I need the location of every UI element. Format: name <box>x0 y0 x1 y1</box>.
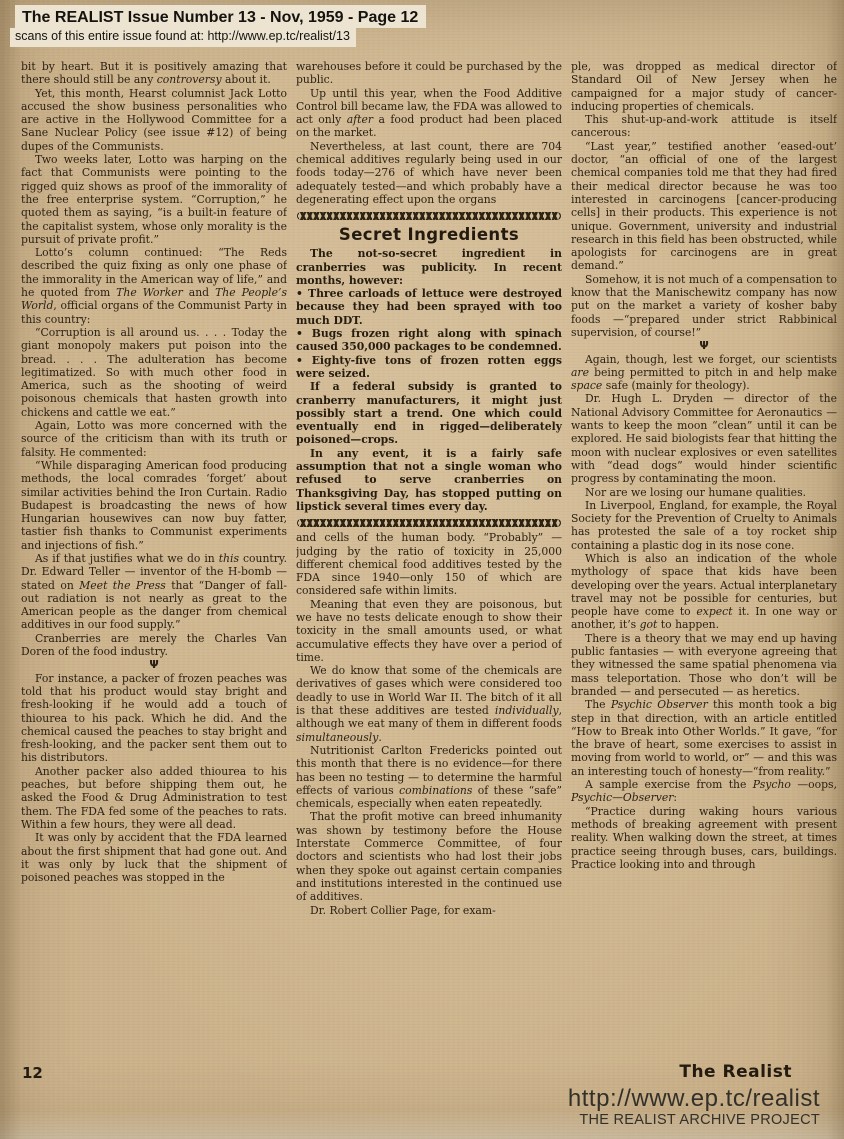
paragraph: Nevertheless, at last count, there are 704 chemical additives regularly being used in our foods today—276 of which have never been adequately tested—and which probably have a degenerating effect upon the organs <box>296 139 562 206</box>
paragraph: We do know that some of the chemicals are derivatives of gases which were considered too deadly to use in World War II. The bitch of it all is that these additives are tested individually, although we eat many of them in different foods simultaneously. <box>296 664 562 744</box>
paragraph: In any event, it is a fairly safe assumption that not a single woman who refused to serve cranberries on Thanksgiving Day, has stopped putting on lipstick several times every day. <box>296 446 562 513</box>
paragraph: Cranberries are merely the Charles Van Doren of the food industry. <box>21 631 287 659</box>
paragraph: For instance, a packer of frozen peaches was told that his product would stay bright and fresh-looking if he would add a touch of thiourea to his pack. Which he did. And the chemical caused the peaches to stay bright and fresh-looking, and the packer sent them out to his distributors. <box>21 671 287 765</box>
psi-section-mark-icon: Ψ <box>699 339 709 353</box>
paragraph: If a federal subsidy is granted to cranberry manufacturers, it might just possibly start a trend. One which could eventually end in rigged—deliberately poisoned—crops. <box>296 380 562 447</box>
paragraph: This shut-up-and-work attitude is itself cancerous: <box>571 113 837 140</box>
paragraph: Dr. Robert Collier Page, for exam- <box>310 903 496 917</box>
paragraph: and cells of the human body. “Probably” — judging by the ratio of toxicity in 25,000 different chemical food additives tested by the FDA since 1940—only 150 of which are considered safe within limits. <box>296 531 562 598</box>
archive-project-label: THE REALIST ARCHIVE PROJECT <box>579 1112 820 1128</box>
paragraph: In Liverpool, England, for example, the Royal Society for the Prevention of Cruelty to Animals has protested the sale of a toy rocket ship containing a plastic dog in its nose cone. <box>571 498 837 552</box>
page-number: 12 <box>22 1064 43 1082</box>
paragraph: Up until this year, when the Food Additive Control bill became law, the FDA was allowed to act only after a food product had been placed on the market. <box>296 86 562 140</box>
paragraph: bit by heart. But it is positively amazing that there should still be any controversy about it. <box>21 60 287 87</box>
archive-footer <box>568 1085 820 1129</box>
paragraph: warehouses before it could be purchased by the public. <box>296 60 562 87</box>
paragraph: Another packer also added thiourea to his peaches, but before shipping them out, he asked the Food & Drug Administration to test them. The FDA fed some of the peaches to rats. Within a few hours, they were all dead. <box>21 764 287 831</box>
rope-divider-icon <box>297 519 561 527</box>
paragraph: Dr. Hugh L. Dryden — director of the National Advisory Committee for Aeronautics — wants to keep the moon “clean” until it can be explored. He said biologists fear that hitting the moon with nuclear explosives or even satellites with “dead dogs” would hinder scientific progress by contaminating the moon. <box>571 392 837 486</box>
paragraph: There is a theory that we may end up having public fantasies — with everyone agreeing that they witnessed the same spatial phenomena via mass teleportation. Those who don’t will be branded — and persecuted — as heretics. <box>571 631 837 698</box>
paragraph: Two weeks later, Lotto was harping on the fact that Communists were pointing to the rigged quiz shows as proof of the immorality of the free enterprise system. “Corruption,” he quoted them as saying, “is a built-in feature of the capitalist system, whose only morality is the pursuit of private profit.” <box>21 153 287 246</box>
column-3 <box>571 60 837 1064</box>
paragraph: The Psychic Observer this month took a big step in that direction, with an article entitled “How to Break into Other Worlds.” It gave, “for the brave of heart, some exercises to assist in moving from world to world, or” — and this was an interesting touch of honesty—“from reality.” <box>571 698 837 778</box>
archive-url: http://www.ep.tc/realist <box>567 1085 820 1112</box>
bullet-icon: • <box>296 287 309 301</box>
rope-divider-icon <box>297 212 561 220</box>
section-heading: Secret Ingredients <box>338 225 520 245</box>
bullet-icon: • <box>296 353 312 367</box>
bullet-item: • Eighty-five tons of frozen rotten eggs were seized. <box>296 353 562 380</box>
psi-section-mark-icon: Ψ <box>149 658 159 672</box>
bullet-item: • Bugs frozen right along with spinach caused 350,000 packages to be condemned. <box>296 327 562 354</box>
paragraph: As if that justifies what we do in this country. Dr. Edward Teller — inventor of the H-bomb — stated on Meet the Press that “Danger of fall-out radiation is not nearly as great to the American people as the danger from chemical additives in our food supply.” <box>21 551 287 632</box>
paragraph: Yet, this month, Hearst columnist Jack Lotto accused the show business personalities who are active in the Hollywood Committee for a Sane Nuclear Policy (see issue #12) of being dupes of the Communists. <box>21 86 287 153</box>
scan-archive-label <box>10 5 426 47</box>
paragraph: Lotto’s column continued: “The Reds described the quiz fixing as only one phase of the immorality in the American way of life,” and he quoted from The Worker and The People’s World, official organs of the Communist Party in this country: <box>21 246 287 326</box>
paragraph: Again, though, lest we forget, our scientists are being permitted to pitch in and help make space safe (mainly for theology). <box>571 352 837 393</box>
bullet-icon: • <box>296 327 312 341</box>
paragraph: “Corruption is all around us. . . . Today the giant monopoly makers put poison into the bread. . . . The adulteration has become legitimatized. So with much other food in America, such as the shooting of weird poisonous chemicals that hasten growth into chickens and cattle we eat.” <box>21 325 287 419</box>
paragraph: Meaning that even they are poisonous, but we have no tests delicate enough to show their toxicity in the small amounts used, or what accumulative effects they have over a period of time. <box>296 597 562 664</box>
paragraph: Nutritionist Carlton Fredericks pointed out this month that there is no evidence—for there has been no testing — to determine the harmful effects of various combinations of these “safe” chemicals, especially when eaten repeatedly. <box>296 743 562 811</box>
paragraph: Again, Lotto was more concerned with the source of the criticism than with its truth or falsity. He commented: <box>21 419 287 459</box>
column-1 <box>21 60 287 1064</box>
magazine-title: The Realist <box>679 1062 792 1082</box>
paragraph: A sample exercise from the Psycho —oops, Psychic—Observer: <box>571 778 837 805</box>
paragraph: ple, was dropped as medical director of Standard Oil of New Jersey when he campaigned for a major study of cancer-inducing properties of chemicals. <box>571 60 837 113</box>
scan-label-subtitle: scans of this entire issue found at: http://www.ep.tc/realist/13 <box>10 28 356 47</box>
paragraph: The not-so-secret ingredient in cranberries was publicity. In recent months, however: <box>296 247 562 287</box>
paragraph: It was only by accident that the FDA learned about the first shipment that had gone out. And it was only by luck that the shipment of poisoned peaches was stopped in the <box>21 831 287 885</box>
paragraph: Which is also an indication of the whole mythology of space that kids have been developing over the years. Actual interplanetary travel may not be possible for centuries, but people have come to expect it. In one way or another, it’s got to happen. <box>571 551 837 632</box>
article-columns <box>21 60 837 1064</box>
paragraph: Nor are we losing our humane qualities. <box>585 485 807 499</box>
paragraph: “Last year,” testified another ‘eased-out’ doctor, “an official of one of the largest chemical companies told me that they had fired their medical director because he was too interested in carcinogens [cancer-producing cells] in their products. This experience is not unique. Government, university and industrial research in this field has been obstructed, while apologists for carcinogens are in great demand.” <box>571 139 837 273</box>
paragraph: “While disparaging American food producing methods, the local comrades ‘forget’ about similar activities behind the Iron Curtain. Radio Budapest is broadcasting the news of how Hungarian housewives can now buy fatter, tastier fish thanks to Communist experiments and injections of fish.” <box>21 458 287 552</box>
paragraph: Somehow, it is not much of a compensation to know that the Manischewitz company has now put on the market a variety of kosher baby foods —“prepared under strict Rabbinical supervision, of course!” <box>571 272 837 339</box>
column-2 <box>296 60 562 1064</box>
paragraph: That the profit motive can breed inhumanity was shown by testimony before the House Interstate Commerce Committee, of four doctors and scientists who had lost their jobs when they spoke out against certain companies and institutions interested in the continued use of additives. <box>296 810 562 904</box>
paragraph: “Practice during waking hours various methods of breaking agreement with present reality. When walking down the street, at times practice seeing through buses, cars, buildings. Practice looking into and through <box>571 804 837 871</box>
bullet-item: • Three carloads of lettuce were destroyed because they had been sprayed with too much DDT. <box>296 287 562 327</box>
scan-label-title: The REALIST Issue Number 13 - Nov, 1959 - Page 12 <box>15 5 426 28</box>
